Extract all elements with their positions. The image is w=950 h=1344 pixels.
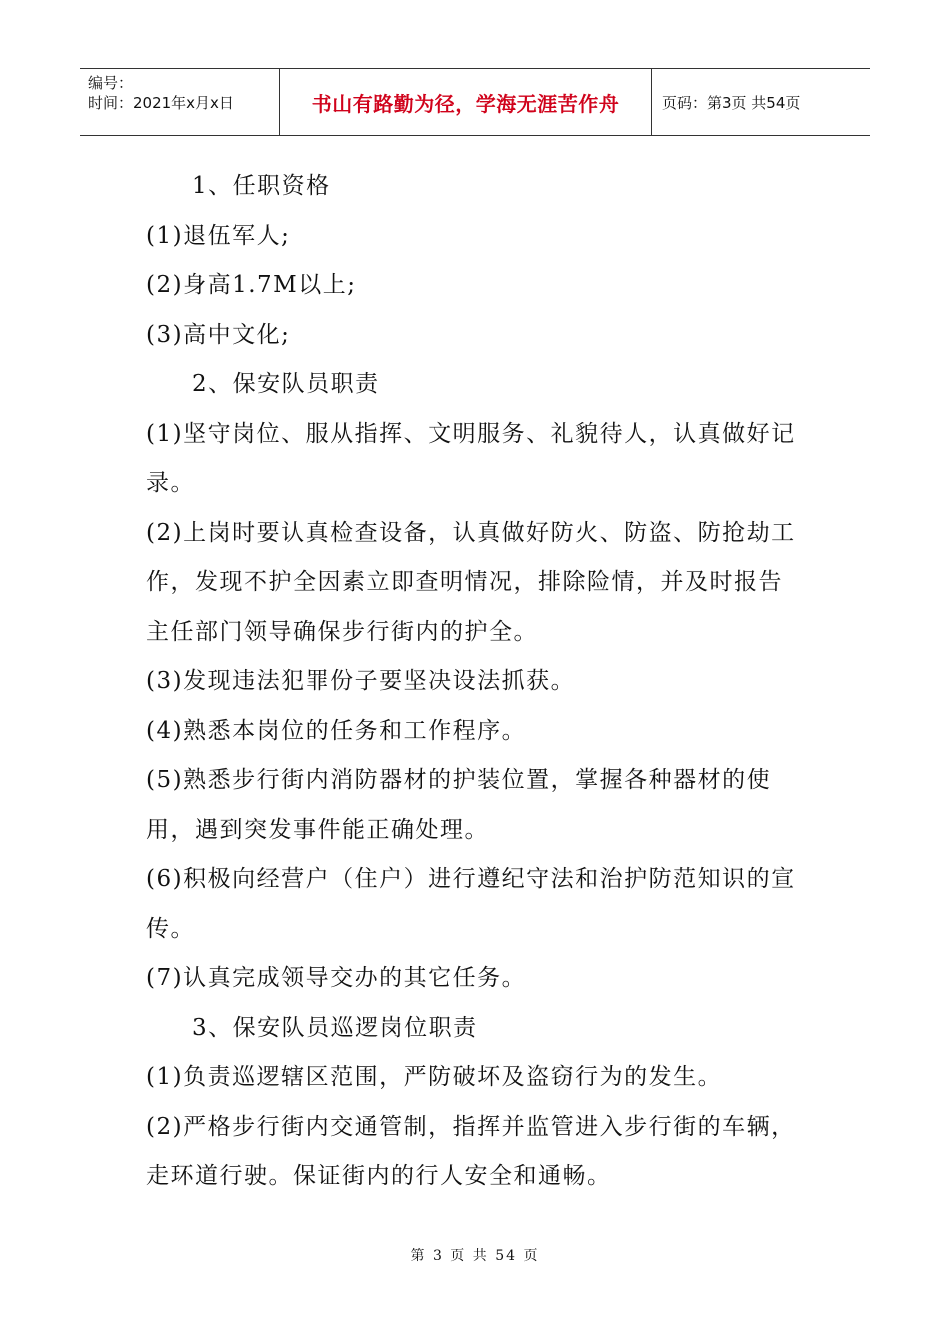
paragraph: (5)熟悉步行街内消防器材的护装位置，掌握各种器材的使用，遇到突发事件能正确处理。 xyxy=(146,767,772,843)
paragraph: (7)认真完成领导交办的其它任务。 xyxy=(146,965,527,991)
section-heading: 3、保安队员巡逻岗位职责 xyxy=(192,1014,478,1041)
paragraph: (3)高中文化; xyxy=(146,321,291,348)
section-heading: 2、保安队员职责 xyxy=(192,371,380,397)
paragraph: (2)上岗时要认真检查设备，认真做好防火、防盗、防抢劫工作，发现不护全因素立即查明情况，排除险情，并及时报告主任部门领导确保步行街内的护全。 xyxy=(146,519,796,645)
paragraph: (1)负责巡逻辖区范围，严防破坏及盗窃行为的发生。 xyxy=(146,1064,723,1090)
number-label: 编号： xyxy=(88,74,134,92)
paragraph: (1)退伍军人; xyxy=(146,222,291,249)
document-body xyxy=(146,162,806,1202)
paragraph: (2)严格步行街内交通管制，指挥并监管进入步行街的车辆，走环道行驶。保证街内的行人安全和通畅。 xyxy=(146,1113,796,1189)
header-page-info: 页码：第3页 共54页 xyxy=(662,93,801,112)
paragraph: (3)发现违法犯罪份子要坚决设法抓获。 xyxy=(146,668,576,694)
page-footer: 第 3 页 共 54 页 xyxy=(410,1248,540,1264)
section-heading: 1、任职资格 xyxy=(192,173,331,199)
header-motto: 书山有路勤为径，学海无涯苦作舟 xyxy=(280,69,652,135)
header-meta xyxy=(80,69,280,135)
document-header xyxy=(80,68,870,136)
paragraph: (6)积极向经营户（住户）进行遵纪守法和治护防范知识的宣传。 xyxy=(146,866,796,942)
date-line: 时间：2021年x月x日 xyxy=(88,94,234,112)
paragraph: (4)熟悉本岗位的任务和工作程序。 xyxy=(146,717,527,744)
paragraph: (1)坚守岗位、服从指挥、文明服务、礼貌待人，认真做好记录。 xyxy=(146,420,796,496)
paragraph: (2)身高1.7M以上; xyxy=(146,272,357,298)
